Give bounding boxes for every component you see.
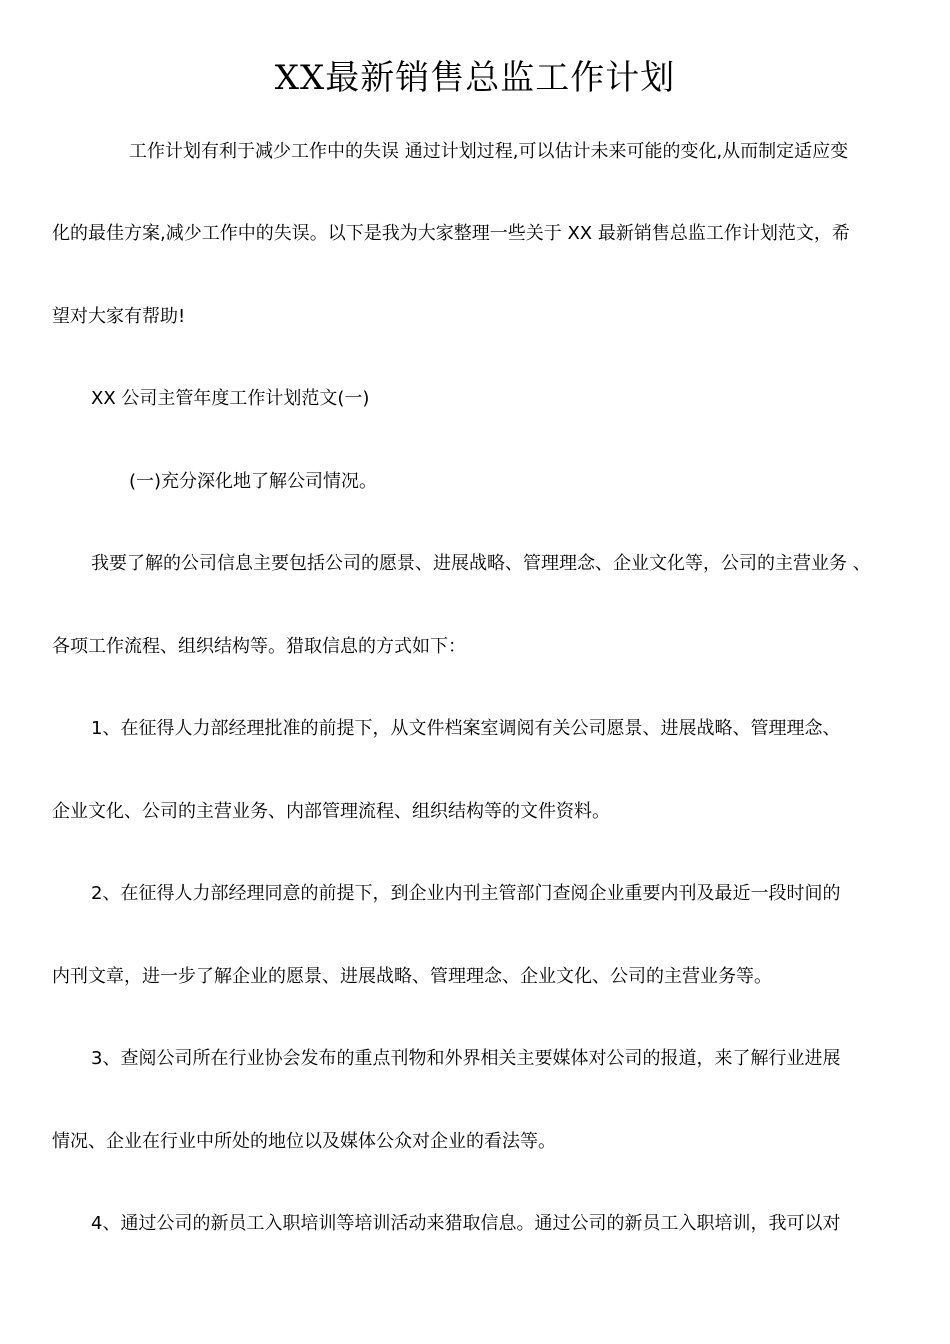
list-item-line: 3、查阅公司所在行业协会发布的重点刊物和外界相关主要媒体对公司的报道，来了解行业进展 xyxy=(91,1048,841,1069)
paragraph-line: 望对大家有帮助! xyxy=(52,306,186,327)
list-item-line: 1、在征得人力部经理批准的前提下，从文件档案室调阅有关公司愿景、进展战略、管理理念、 xyxy=(91,718,841,739)
paragraph-line: 化的最佳方案,减少工作中的失误。以下是我为大家整理一些关于 XX 最新销售总监工作计划范文，希 xyxy=(52,223,850,244)
subsection-heading: (一)充分深化地了解公司情况。 xyxy=(129,471,378,492)
document-title: XX最新销售总监工作计划 xyxy=(274,58,676,98)
paragraph-line: 各项工作流程、组织结构等。猎取信息的方式如下： xyxy=(52,636,466,657)
list-item-line: 4、通过公司的新员工入职培训等培训活动来猎取信息。通过公司的新员工入职培训，我可以对 xyxy=(91,1213,841,1234)
section-heading: XX 公司主管年度工作计划范文(一) xyxy=(91,388,370,409)
paragraph-line: 我要了解的公司信息主要包括公司的愿景、进展战略、管理理念、企业文化等，公司的主营业务 、 xyxy=(91,553,871,574)
list-item-line: 2、在征得人力部经理同意的前提下，到企业内刊主管部门查阅企业重要内刊及最近一段时间的 xyxy=(91,883,841,904)
list-item-line: 情况、企业在行业中所处的地位以及媒体公众对企业的看法等。 xyxy=(52,1131,556,1152)
list-item-line: 企业文化、公司的主营业务、内部管理流程、组织结构等的文件资料。 xyxy=(52,801,610,822)
paragraph-line: 工作计划有利于减少工作中的失误 通过计划过程,可以估计未来可能的变化,从而制定适应变 xyxy=(129,141,849,162)
list-item-line: 内刊文章，进一步了解企业的愿景、进展战略、管理理念、企业文化、公司的主营业务等。 xyxy=(52,966,772,987)
